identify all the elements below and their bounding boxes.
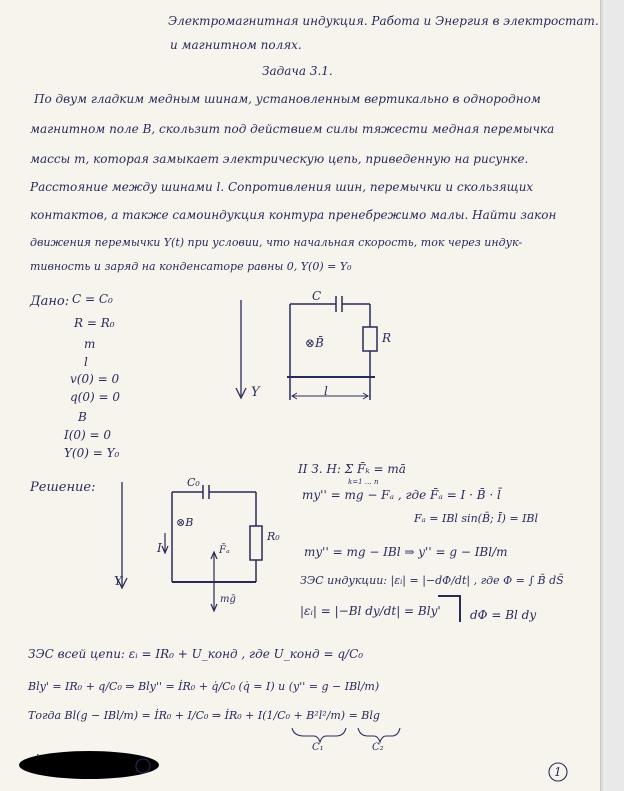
acceleration-equation: my'' = mg − IBl ⇒ y'' = g − IBl/m xyxy=(304,545,508,559)
differentiated-equation: Bly' = IR₀ + q/C₀ ⇒ Bly'' = İR₀ + q̇/C₀ (q̇ = I) и (y'' = g − IBl/m) xyxy=(28,680,380,693)
final-substitution: Тогда Bl(g − IBl/m) = İR₀ + I/C₀ ⇒ İR₀ + I(1/C₀ + B²l²/m) = Blg xyxy=(28,709,380,722)
statement-line: Расстояние между шинами l. Сопротивления шин, перемычки и скользящих xyxy=(30,180,534,194)
given-item: I(0) = 0 xyxy=(64,428,112,442)
constant-c1-label: C₁ xyxy=(312,742,324,753)
given-item: R = R₀ xyxy=(74,316,115,330)
newton-law: II З. Н: Σ F̄ₖ = mā xyxy=(298,462,406,476)
magnetic-field-label: ⊗B̄ xyxy=(305,336,324,350)
given-item: v(0) = 0 xyxy=(70,372,120,386)
vertical-scrollbar[interactable] xyxy=(603,0,624,791)
ampere-force-equation: Fₐ = IBl sin(B̄; Ī) = IBl xyxy=(414,512,539,525)
c2-underbrace xyxy=(358,728,400,742)
problem-number: Задача 3.1. xyxy=(262,64,333,78)
capacitor-label: C xyxy=(312,289,322,303)
magnetic-field-label: ⊗B xyxy=(176,516,194,529)
statement-line: движения перемычки Y(t) при условии, что начальная скорость, ток через индук- xyxy=(30,236,523,249)
given-item: C = C₀ xyxy=(72,292,113,306)
statement-line: магнитном поле B, скользит под действием силы тяжести медная перемычка xyxy=(30,122,555,136)
emf-law: ЗЭС индукции: |εᵢ| = |−dΦ/dt| , где Φ = ∫ B̄ dS̄ xyxy=(300,574,564,587)
given-item: B xyxy=(78,410,87,424)
given-item: Y(0) = Y₀ xyxy=(64,446,120,460)
resistor-label: R₀ xyxy=(267,530,280,543)
y-axis-label: Y xyxy=(114,574,122,588)
circuit-emf-equation: ЗЭС всей цепи: εᵢ = IR₀ + U_конд , где U_конд = q/C₀ xyxy=(28,647,364,661)
boxed-result-oval xyxy=(19,751,159,779)
given-item: l xyxy=(84,355,88,369)
rail-distance-label: l xyxy=(324,384,328,398)
c1-underbrace xyxy=(292,728,346,742)
statement-line: массы m, которая замыкает электрическую цепь, приведенную на рисунке. xyxy=(30,152,529,166)
statement-line: контактов, а также самоиндукция контура пренебрежимо малы. Найти закон xyxy=(30,208,557,222)
statement-line: тивность и заряд на конденсаторе равны 0, Y(0) = Y₀ xyxy=(30,260,352,273)
current-label: I xyxy=(157,541,162,555)
given-item: m xyxy=(84,337,96,351)
solution-label: Решение: xyxy=(30,480,96,495)
flux-bracket xyxy=(438,596,460,622)
header-title-line2: и магнитном полях. xyxy=(170,38,302,52)
gravity-force-label: mḡ xyxy=(220,594,236,605)
circuit-diagram-1 xyxy=(287,296,377,400)
given-item: q(0) = 0 xyxy=(70,390,120,404)
emf-equation: |εᵢ| = |−Bl dy/dt| = Bly' xyxy=(300,604,441,618)
page-number-circle xyxy=(549,763,567,781)
capacitor-label: C₀ xyxy=(187,476,200,489)
constant-c2-label: C₂ xyxy=(372,742,384,753)
statement-line: По двум гладким медным шинам, установленным вертикально в однородном xyxy=(34,92,541,106)
circuit-diagram-2 xyxy=(162,485,262,611)
header-title-line1: Электромагнитная индукция. Работа и Энергия в электростат. xyxy=(168,14,599,28)
motion-equation: my'' = mg − Fₐ , где F̄ₐ = I · B̄ · l̄ xyxy=(302,488,501,502)
newton-sum-limits: k=1 … n xyxy=(348,478,379,486)
given-label: Дано: xyxy=(30,294,70,309)
resistor-label: R xyxy=(382,331,392,345)
flux-equation: dΦ = Bl dy xyxy=(470,608,537,622)
ampere-force-label: F̄ₐ xyxy=(219,545,230,556)
y-axis-label: Y xyxy=(251,385,260,400)
page-number: 1 xyxy=(554,765,562,779)
